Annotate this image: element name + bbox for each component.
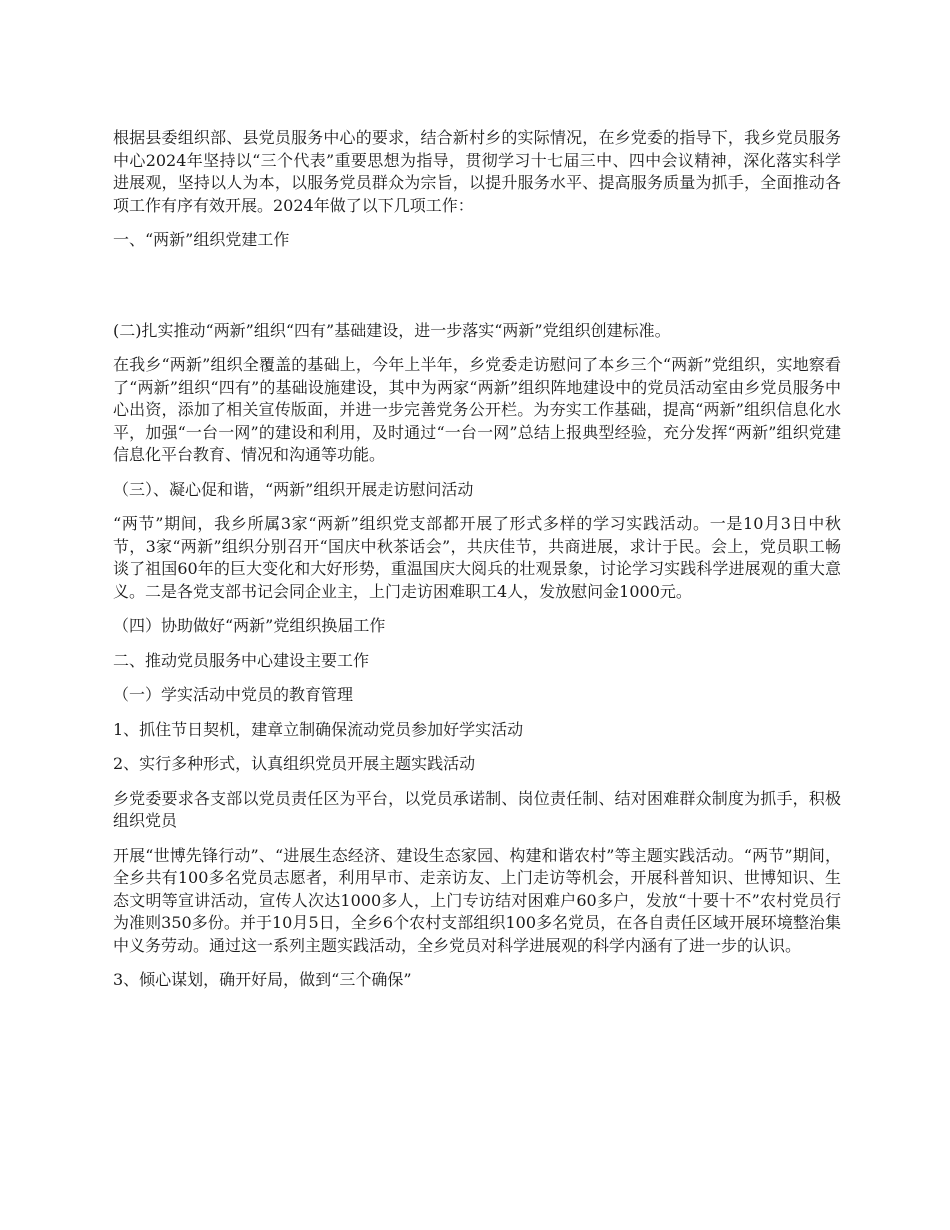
list-item-1: 1、抓住节日契机，建章立制确保流动党员参加好学实活动 bbox=[113, 719, 524, 739]
subsection-heading-3: （三）、凝心促和谐，“两新”组织开展走访慰问活动 bbox=[113, 479, 474, 499]
section-heading-2: 二、推动党员服务中心建设主要工作 bbox=[113, 650, 370, 670]
body-paragraph: “两节”期间，我乡所属3家“两新”组织党支部都开展了形式多样的学习实践活动。一是10月3日中秋节，3家“两新”组织分别召开“国庆中秋茶话会”，共庆佳节，共商进展，求计于民。会上，党员职工畅谈了祖国60年的巨大变化和大好形势，重温国庆大阅兵的壮观景象，讨论学习实践科学进展观的重大意义。二是各党支部书记会同企业主，上门走访困难职工4人，发放慰问金1000元。 bbox=[113, 514, 841, 601]
subsection-heading-2: (二)扎实推动“两新”组织“四有”基础建设，进一步落实“两新”党组织创建标准。 bbox=[113, 320, 671, 340]
body-paragraph: 在我乡“两新”组织全覆盖的基础上，今年上半年，乡党委走访慰问了本乡三个“两新”党组织，实地察看了“两新”组织“四有”的基础设施建设，其中为两家“两新”组织阵地建设中的党员活动室由乡党员服务中心出资，添加了相关宣传版面，并进一步完善党务公开栏。为夯实工作基础，提高“两新”组织信息化水平，加强“一台一网”的建设和利用，及时通过“一台一网”总结上报典型经验，充分发挥“两新”组织党建信息化平台教育、情况和沟通等功能。 bbox=[113, 355, 841, 464]
document-body bbox=[113, 127, 841, 1004]
body-paragraph: 乡党委要求各支部以党员责任区为平台，以党员承诺制、岗位责任制、结对困难群众制度为抓手，积极组织党员 bbox=[113, 788, 841, 830]
subsection-heading-1: （一）学实活动中党员的教育管理 bbox=[113, 685, 354, 704]
body-paragraph: 开展“世博先锋行动”、“进展生态经济、建设生态家园、构建和谐农村”等主题实践活动。“两节”期间，全乡共有100多名党员志愿者，利用早市、走亲访友、上门走访等机会，开展科普知识、世博知识、生态文明等宣讲活动，宣传人次达1000多人，上门专访结对困难户60多户，发放“十要十不”农村党员行为准则350多份。并于10月5日，全乡6个农村支部组织100多名党员，在各自责任区域开展环境整治集中义务劳动。通过这一系列主题实践活动，全乡党员对科学进展观的科学内涵有了进一步的认识。 bbox=[113, 845, 841, 955]
list-item-2: 2、实行多种形式，认真组织党员开展主题实践活动 bbox=[113, 754, 476, 773]
intro-paragraph: 根据县委组织部、县党员服务中心的要求，结合新村乡的实际情况，在乡党委的指导下，我乡党员服务中心2024年坚持以“三个代表”重要思想为指导，贯彻学习十七届三中、四中会议精神，深化落实科学进展观，坚持以人为本，以服务党员群众为宗旨，以提升服务水平、提高服务质量为抓手，全面推动各项工作有序有效开展。2024年做了以下几项工作： bbox=[113, 128, 841, 215]
list-item-3: 3、倾心谋划，确开好局，做到“三个确保” bbox=[113, 970, 412, 989]
subsection-heading-4: （四）协助做好“两新”党组织换届工作 bbox=[113, 616, 386, 635]
section-heading-1: 一、“两新”组织党建工作 bbox=[113, 230, 290, 249]
